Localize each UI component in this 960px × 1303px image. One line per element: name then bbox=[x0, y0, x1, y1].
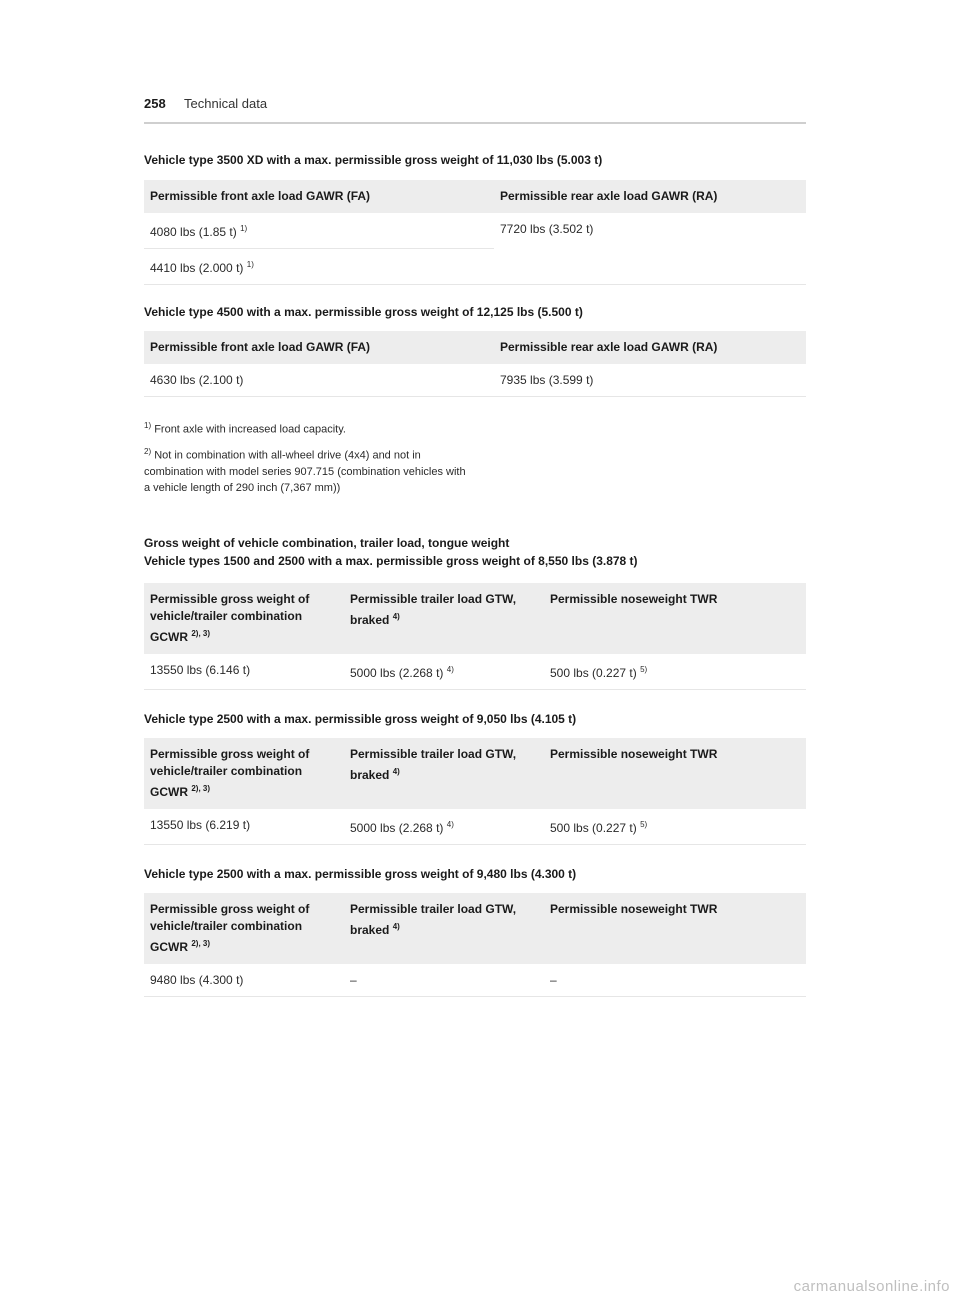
table-cell: 13550 lbs (6.146 t) bbox=[144, 654, 344, 690]
section-heading: Vehicle type 2500 with a max. permissible gross weight of 9,480 lbs (4.300 t) bbox=[144, 867, 577, 881]
axle-load-table-4500 bbox=[144, 331, 806, 397]
table-cell: 9480 lbs (4.300 t) bbox=[144, 964, 344, 997]
column-header: Permissible front axle load GAWR (FA) bbox=[144, 331, 494, 364]
footnote-ref: 2), 3) bbox=[191, 939, 211, 948]
table-cell: – bbox=[344, 964, 544, 997]
section-heading: Vehicle type 4500 with a max. permissible gross weight of 12,125 lbs (5.500 t) bbox=[144, 305, 583, 319]
footnote-ref: 2), 3) bbox=[191, 784, 211, 793]
section-subheading: Vehicle types 1500 and 2500 with a max. permissible gross weight of 8,550 lbs (3.878 t) bbox=[144, 554, 638, 568]
column-header: Permissible trailer load GTW, braked $^{4)}$ bbox=[344, 893, 544, 964]
column-header: Permissible trailer load GTW, braked $^{4)}$ bbox=[344, 583, 544, 654]
footnote-ref: 1) bbox=[240, 224, 248, 233]
watermark: carmanualsonline.info bbox=[793, 1278, 950, 1295]
table-cell: – bbox=[544, 964, 806, 997]
table-row bbox=[144, 213, 806, 249]
page-number: 258 bbox=[144, 96, 166, 111]
footnote-marker: 2) bbox=[144, 447, 152, 456]
table-cell: 13550 lbs (6.219 t) bbox=[144, 809, 344, 845]
column-header: Permissible rear axle load GAWR (RA) bbox=[494, 331, 806, 364]
section-heading: Vehicle type 3500 XD with a max. permissible gross weight of 11,030 lbs (5.003 t) bbox=[144, 153, 603, 167]
column-header: Permissible noseweight TWR bbox=[544, 583, 806, 654]
footnote-ref: 5) bbox=[640, 820, 648, 829]
footnote-ref: 4) bbox=[446, 820, 454, 829]
section-title: Technical data bbox=[184, 96, 268, 111]
column-header: Permissible gross weight of vehicle/trailer combination GCWR $^{2), 3)}$ bbox=[144, 738, 344, 809]
footnote-ref: 2), 3) bbox=[191, 629, 211, 638]
table-header-row bbox=[144, 331, 806, 364]
table-cell: 4410 lbs (2.000 t) $^{1)}$ bbox=[144, 249, 494, 285]
footnote-ref: 1) bbox=[246, 260, 254, 269]
table-header-row bbox=[144, 583, 806, 654]
table-cell: 7720 lbs (3.502 t) bbox=[494, 213, 806, 285]
column-header: Permissible rear axle load GAWR (RA) bbox=[494, 180, 806, 213]
axle-load-table-3500xd bbox=[144, 180, 806, 285]
table-cell: 500 lbs (0.227 t) $^{5)}$ bbox=[544, 809, 806, 845]
table-row bbox=[144, 809, 806, 845]
towing-table-2500-9480 bbox=[144, 893, 806, 997]
footnote bbox=[144, 418, 474, 438]
footnote-ref: 4) bbox=[392, 922, 400, 931]
table-cell: 5000 lbs (2.268 t) $^{4)}$ bbox=[344, 809, 544, 845]
column-header: Permissible gross weight of vehicle/trailer combination GCWR $^{2), 3)}$ bbox=[144, 893, 344, 964]
column-header: Permissible trailer load GTW, braked $^{4)}$ bbox=[344, 738, 544, 809]
section-heading: Gross weight of vehicle combination, trailer load, tongue weight bbox=[144, 536, 510, 550]
column-header: Permissible front axle load GAWR (FA) bbox=[144, 180, 494, 213]
table-cell: 500 lbs (0.227 t) $^{5)}$ bbox=[544, 654, 806, 690]
towing-table-2500-9050 bbox=[144, 738, 806, 845]
footnote-text: Not in combination with all-wheel drive (4x4) and not in combination with model series 907.715 (combination vehicles with a vehicle length of 290 inch (7,367 mm)) bbox=[144, 449, 466, 494]
footnote-marker: 1) bbox=[144, 421, 152, 430]
footnote-ref: 4) bbox=[392, 767, 400, 776]
table-header-row bbox=[144, 893, 806, 964]
table-row bbox=[144, 964, 806, 997]
column-header: Permissible noseweight TWR bbox=[544, 893, 806, 964]
table-header-row bbox=[144, 738, 806, 809]
footnote-ref: 4) bbox=[446, 665, 454, 674]
table-row bbox=[144, 364, 806, 397]
table-row bbox=[144, 654, 806, 690]
footnote-ref: 5) bbox=[640, 665, 648, 674]
table-cell: 4630 lbs (2.100 t) bbox=[144, 364, 494, 397]
footnote bbox=[144, 444, 474, 496]
footnote-ref: 4) bbox=[392, 612, 400, 621]
column-header: Permissible noseweight TWR bbox=[544, 738, 806, 809]
towing-table-1500-2500 bbox=[144, 583, 806, 690]
column-header: Permissible gross weight of vehicle/trailer combination GCWR $^{2), 3)}$ bbox=[144, 583, 344, 654]
table-cell: 5000 lbs (2.268 t) $^{4)}$ bbox=[344, 654, 544, 690]
table-cell: 4080 lbs (1.85 t) $^{1)}$ bbox=[144, 213, 494, 249]
footnote-text: Front axle with increased load capacity. bbox=[154, 423, 346, 436]
table-header-row bbox=[144, 180, 806, 213]
table-cell: 7935 lbs (3.599 t) bbox=[494, 364, 806, 397]
page-header bbox=[144, 96, 806, 124]
section-heading: Vehicle type 2500 with a max. permissible gross weight of 9,050 lbs (4.105 t) bbox=[144, 712, 577, 726]
